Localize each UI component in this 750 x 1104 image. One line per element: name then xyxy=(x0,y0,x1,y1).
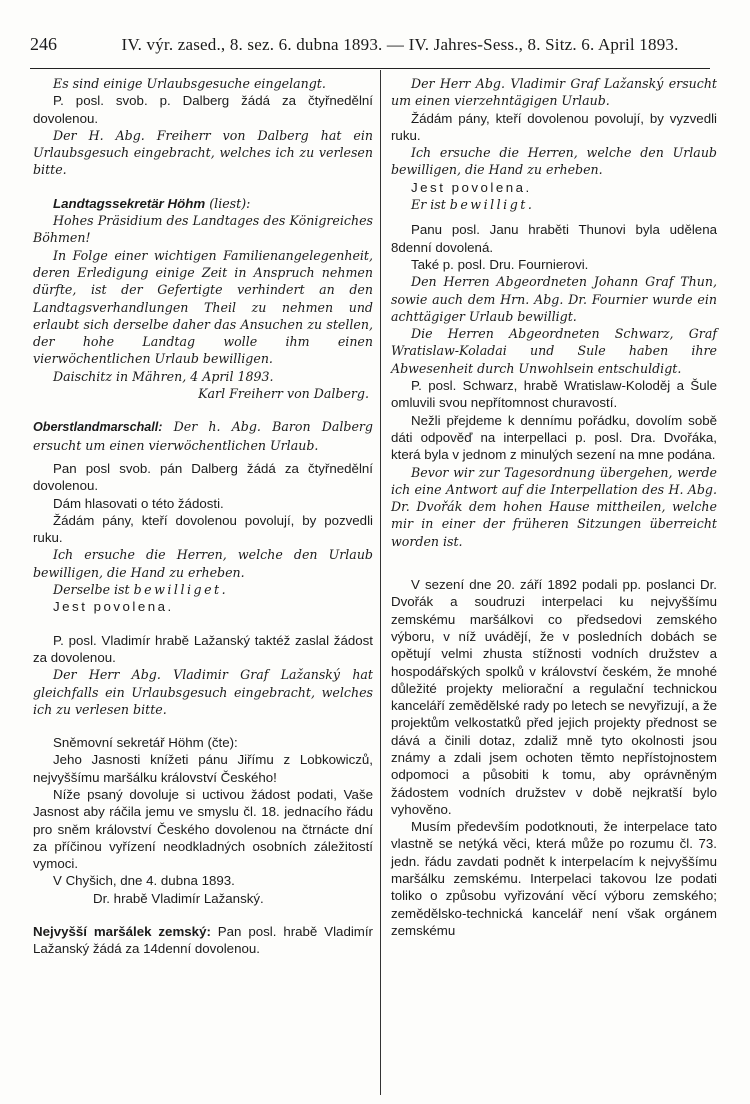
text-run: Derselbe ist xyxy=(53,582,130,598)
spaced-text: bewilliget. xyxy=(133,582,229,598)
speaker-line xyxy=(33,418,373,454)
page-header xyxy=(30,34,710,69)
letter-place-date: Daischitz in Mähren, 4 April 1893. xyxy=(53,368,274,384)
paragraph xyxy=(391,196,717,213)
right-column xyxy=(391,75,717,939)
letter-place-date: V Chyšich, dne 4. dubna 1893. xyxy=(53,873,235,889)
paragraph: Bevor wir zur Tagesordnung übergehen, werde ich eine Antwort auf die Interpellation des H. Abg. Dr. Dvořák dem hohen Hause mittheilen, welche mir in einer der früheren Sitzungen überreicht worden ist. xyxy=(391,464,717,549)
paragraph: Žádám pány, kteří dovolenou povolují, by pozvedli ruku. xyxy=(33,512,373,546)
letter-signature: Dr. hrabě Vladimír Lažanský. xyxy=(93,890,264,906)
paragraph: Es sind einige Urlaubsgesuche eingelangt. xyxy=(53,76,326,91)
paragraph: Dám hlasovati o této žádosti. xyxy=(53,495,224,511)
paragraph: Ich ersuche die Herren, welche den Urlaub bewilligen, die Hand zu erheben. xyxy=(391,145,717,178)
paragraph: V sezení dne 20. září 1892 podali pp. poslanci Dr. Dvořák a soudruzi interpelaci ku nejvyššímu zemskému maršálkovi co předsedovi zemského výboru, v níž uvádějí, že v posledních dobách se opětují velmi zhusta stížnosti vodních družstev a hospodářských spolků v království českém, že mnohé důležité projekty meliorační a regulační technickou kanceláří zemědělské rady po letech se nevyřizují, a že projektům velkostatků před jejich projekty přednost se dává a činili dotaz, zdaliž mně tyto okolnosti jsou známy a zdali jsem ochoten těmto nepřístojnostem odpomoci a působiti k tomu, aby oprávněným žádostem vodních družstev v době nejkratší bylo vyhověno. xyxy=(391,577,717,817)
paragraph: Der H. Abg. Freiherr von Dalberg hat ein Urlaubsgesuch eingebracht, welches ich zu verlesen bitte. xyxy=(33,127,373,178)
speaker-line xyxy=(33,923,373,958)
paragraph: Žádám pány, kteří dovolenou povolují, by vyzvedli ruku. xyxy=(391,110,717,143)
paragraph: Musím především podotknouti, že interpelace tato vlastně se netýká věci, která může po rozumu čl. 73. jedn. řádu zavdati podnět k interpelacím k nejvyššímu maršálku zemskému. Interpelaci takovou lze podati toliko o způsobu vyřizování věcí výboru zemského; zemědělsko-technická kancelář není však orgánem zemskému xyxy=(391,819,717,938)
spaced-text: bewilligt. xyxy=(449,197,535,213)
speaker-name: Landtagssekretär Höhm xyxy=(53,195,206,211)
paragraph: P. posl. Schwarz, hrabě Wratislaw-Koloděj a Šule omluvili svou nepřítomnost churavostí. xyxy=(391,378,717,411)
speaker-name: Oberstlandmarschall: xyxy=(33,420,163,435)
letter-signature: Karl Freiherr von Dalberg. xyxy=(198,386,369,402)
speaker-note: (liest): xyxy=(209,195,251,211)
speaker-text: Der h. Abg. Baron Dalberg ersucht um einen vierwöchentlichen Urlaub. xyxy=(33,419,373,453)
paragraph: Pan posl svob. pán Dalberg žádá za čtyřnedělní dovolenou. xyxy=(33,460,373,494)
paragraph: Jest povolena. xyxy=(411,179,532,195)
paragraph: Jeho Jasnosti knížeti pánu Jiřímu z Lobkowiczů, nejvyššímu maršálku království Českého! xyxy=(33,752,373,785)
paragraph: Jest povolena. xyxy=(53,599,174,615)
paragraph: Der Herr Abg. Vladimir Graf Lažanský hat gleichfalls ein Urlaubsgesuch eingebracht, welches ich zu verlesen bitte. xyxy=(33,667,373,717)
paragraph xyxy=(33,581,373,598)
speaker-text: Pan posl. hrabě Vladimír Lažanský žádá za 14denní dovolenou. xyxy=(33,924,373,957)
left-column xyxy=(33,75,373,958)
page-number: 246 xyxy=(30,34,57,54)
paragraph: Panu posl. Janu hraběti Thunovi byla udělena 8denní dovolená. xyxy=(391,222,717,255)
paragraph: Die Herren Abgeordneten Schwarz, Graf Wratislaw-Koladai und Sule haben ihre Abwesenheit durch Unwohlsein entschuldigt. xyxy=(391,326,717,376)
paragraph: Der Herr Abg. Vladimir Graf Lažanský ersucht um einen vierzehntägigen Urlaub. xyxy=(391,76,717,109)
paragraph: Hohes Präsidium des Landtages des Königreiches Böhmen! xyxy=(33,213,373,246)
text-run: Er ist xyxy=(411,197,446,213)
speaker-line xyxy=(33,195,373,212)
paragraph: P. posl. Vladimír hrabě Lažanský taktéž zaslal žádost za dovolenou. xyxy=(33,632,373,665)
paragraph: Ich ersuche die Herren, welche den Urlaub bewilligen, die Hand zu erheben. xyxy=(33,547,373,580)
running-title: IV. výr. zased., 8. sez. 6. dubna 1893. — IV. Jahres-Sess., 8. Sitz. 6. April 1893. xyxy=(121,35,679,54)
column-divider xyxy=(380,70,381,1095)
paragraph: Také p. posl. Dru. Fournierovi. xyxy=(411,256,589,272)
paragraph: Níže psaný dovoluje si uctivou žádost podati, Vaše Jasnost aby ráčila jemu ve smyslu čl. 18. jednacího řádu pro sněm království Českého dovolenou na čtrnácte dní za příčinou vyřízení neodkladných osobních záležitostí vymoci. xyxy=(33,786,373,872)
paragraph: P. posl. svob. p. Dalberg žádá za čtyřnedělní dovolenou. xyxy=(33,93,373,126)
paragraph: Nežli přejdeme k dennímu pořádku, dovolím sobě dáti odpověď na interpellaci p. posl. Dra. Dvořáka, která byla v jednom z minulých sezení na mne podána. xyxy=(391,412,717,463)
paragraph: In Folge einer wichtigen Familienangelegenheit, deren Erledigung einige Zeit in Anspruch nehmen dürfte, ist der Gefertigte verhindert an den Landtagsverhandlungen Theil zu nehmen und erlaubt sich derselbe daher das Ansuchen zu stellen, der hohe Landtag wolle ihm einen vierwöchentlichen Urlaub bewilligen. xyxy=(33,247,373,367)
speaker-name: Nejvyšší maršálek zemský: xyxy=(33,924,211,940)
paragraph: Den Herren Abgeordneten Johann Graf Thun, sowie auch dem Hrn. Abg. Dr. Fournier wurde ein achttägiger Urlaub bewilligt. xyxy=(391,274,717,324)
speaker-line: Sněmovní sekretář Höhm (čte): xyxy=(53,735,238,751)
